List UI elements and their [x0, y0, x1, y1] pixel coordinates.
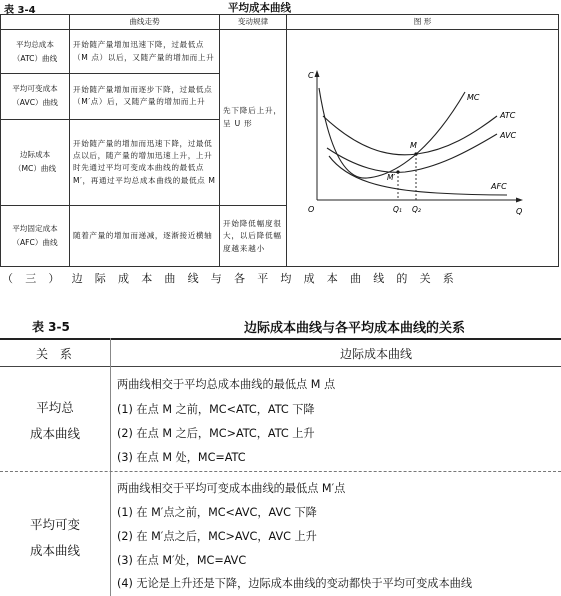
row-name-avc [0, 512, 110, 564]
afc-label: AFC [491, 182, 507, 191]
row-name-line: 平均总 [36, 400, 74, 415]
header-blank [1, 15, 70, 30]
header-graph: 图 形 [287, 15, 559, 30]
relation-line: (1) 在点 M 之前，MC<ATC，ATC 下降 [117, 403, 315, 416]
x-axis-arrow-icon [516, 198, 523, 203]
table5-column-divider [110, 338, 111, 596]
table-3-4-header [0, 0, 561, 14]
relation-line: (2) 在点 M 之后，MC>ATC，ATC 上升 [117, 427, 315, 440]
table-label: 表 3-5 [32, 320, 70, 334]
avc-curve [327, 134, 497, 172]
relation-line: (4) 无论是上升还是下降，边际成本曲线的变动都快于平均可变成本曲线 [117, 577, 473, 590]
table5-header-rule [0, 366, 561, 367]
table-label: 表 3-4 [4, 5, 36, 16]
relation-line: 两曲线相交于平均可变成本曲线的最低点 M′点 [117, 482, 346, 495]
table-3-5-header [0, 316, 561, 336]
row-name: 边际成本 （MC）曲线 [1, 119, 70, 206]
row-name-line: 平均可变 [29, 517, 80, 532]
q1-label: Q₁ [393, 205, 402, 214]
row-name-atc [0, 395, 110, 447]
average-cost-curves-table [0, 14, 559, 267]
cost-curves-figure [287, 30, 557, 262]
cost-curves-graph [287, 30, 559, 267]
y-axis-label: C [308, 71, 314, 80]
row-name-line: 成本曲线 [29, 426, 80, 441]
header-trend: 曲线走势 [70, 15, 220, 30]
section-subtitle: （三）边际成本曲线与各平均成本曲线的关系 [2, 272, 466, 285]
relation-line: (3) 在点 M 处，MC=ATC [117, 451, 246, 464]
table-header-row [1, 15, 559, 30]
row-name-line: 成本曲线 [29, 543, 80, 558]
row-name: 平均固定成本 （AFC）曲线 [1, 206, 70, 267]
relation-line: (2) 在 M′点之后，MC>AVC，AVC 上升 [117, 530, 317, 543]
m-label: M [410, 141, 417, 150]
y-axis-arrow-icon [315, 70, 320, 77]
table-title: 边际成本曲线与各平均成本曲线的关系 [244, 321, 466, 336]
atc-label: ATC [500, 111, 516, 120]
table-title: 平均成本曲线 [228, 2, 291, 14]
row-name: 平均总成本 （ATC）曲线 [1, 30, 70, 74]
table-row-atc [1, 30, 559, 74]
row-trend: 开始随产量的增加而迅速下降，过最低点以后，随产量的增加迅速上升，上升时先通过平均可变成本曲线的最低点 M′，再通过平均总成本曲线的最低点 M [70, 119, 220, 206]
rule-afc: 开始降低幅度很大，以后降低幅度越来越小 [220, 206, 287, 267]
row-trend: 开始随产量增加迅速下降，过最低点（M 点）以后，又随产量的增加而上升 [70, 30, 220, 74]
origin-label: O [308, 205, 315, 214]
relation-line: (3) 在点 M′处，MC=AVC [117, 554, 247, 567]
table5-row-rule [0, 471, 561, 472]
row-name: 平均可变成本 （AVC）曲线 [1, 74, 70, 119]
mc-curve [319, 88, 465, 178]
header-relation: 关 系 [36, 347, 76, 361]
table5-top-rule [0, 338, 561, 340]
row-trend: 随着产量的增加而递减，逐渐接近横轴 [70, 206, 220, 267]
m-prime-label: M′ [387, 173, 396, 182]
rule-ushape: 先下降后上升，呈 U 形 [220, 30, 287, 206]
q2-label: Q₂ [412, 205, 421, 214]
relation-line: 两曲线相交于平均总成本曲线的最低点 M 点 [117, 378, 336, 391]
mc-label: MC [467, 93, 480, 102]
relation-line: (1) 在 M′点之前，MC<AVC，AVC 下降 [117, 506, 317, 519]
header-rule: 变动规律 [220, 15, 287, 30]
x-axis-label: Q [516, 207, 523, 216]
header-mc-curve: 边际成本曲线 [340, 347, 413, 361]
row-trend: 开始随产量增加而逐步下降，过最低点（M′点）后，又随产量的增加而上升 [70, 74, 220, 119]
avc-label: AVC [500, 131, 517, 140]
